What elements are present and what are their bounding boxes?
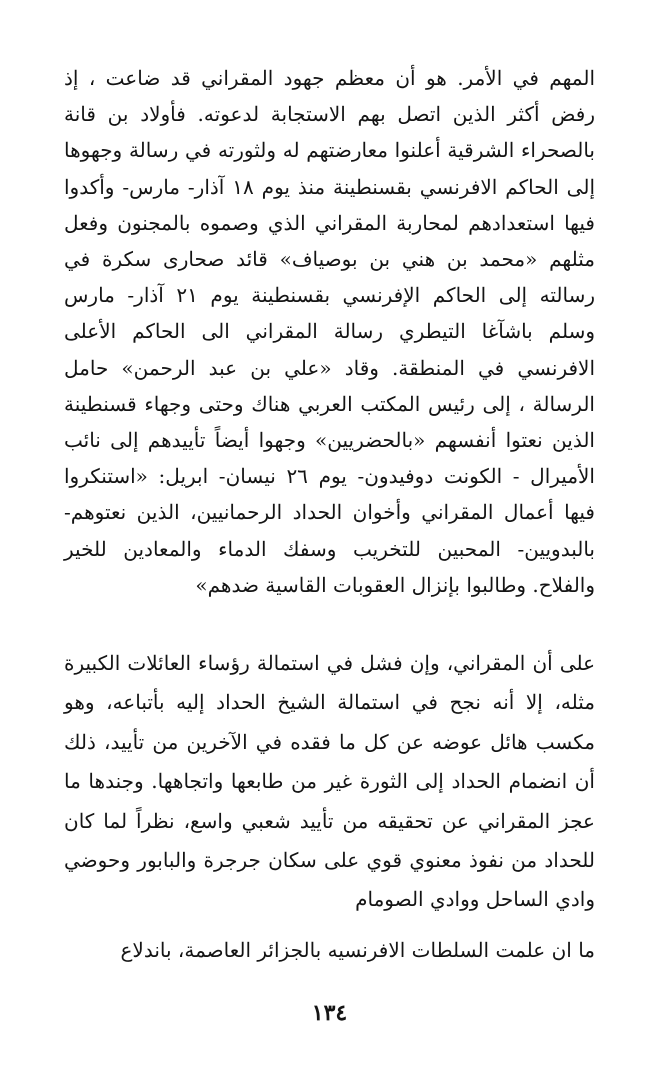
page-number: ١٣٤ bbox=[311, 1000, 348, 1026]
paragraph-2: على أن المقراني، وإن فشل في استمالة رؤساء العائلات الكبيرة مثله، إلا أنه نجح في استمالة الشيخ الحداد إليه بأتباعه، وهو مكسب هائل عوضه عن كل ما فقده في الآخرين من تأييد، ذلك أن انضمام الحداد إلى الثورة غير من طابعها واتجاهها. وجندها ما عجز المقراني عن تحقيقه من تأييد شعبي واسع، نظراً لما كان للحداد من نفوذ معنوي قوي على سكان جرجرة والبابور وحوضي وادي الساحل ووادي الصومام bbox=[64, 651, 595, 912]
paragraph-3: ما ان علمت السلطات الافرنسيه بالجزائر العاصمة، باندلاع bbox=[120, 938, 595, 962]
paragraph-1: المهم في الأمر. هو أن معظم جهود المقراني قد ضاعت ، إذ رفض أكثر الذين اتصل بهم الاستجابة لدعوته. فأولاد بن قانة بالصحراء الشرقية أعلنوا معارضتهم له ولثورته في رسالة وجهوها إلى الحاكم الافرنسي بقسنطينة منذ يوم ١٨ آذار- مارس- وأكدوا فيها استعدادهم لمحاربة المقراني الذي وصموه بالمجنون وفعل مثلهم «محمد بن هني بن بوصياف» قائد صحارى سكرة في رسالته إلى الحاكم الإفرنسي بقسنطينة يوم ٢١ آذار- مارس وسلم باشآغا التيطري رسالة المقراني الى الحاكم الأعلى الافرنسي في المنطقة. وقاد «علي بن عبد الرحمن» حامل الرسالة ، إلى رئيس المكتب العربي هناك وحتى وجهاء قسنطينة الذين نعتوا أنفسهم «بالحضريين» وجهوا أيضاً تأييدهم إلى نائب الأميرال - الكونت دوفيدون- يوم ٢٦ نيسان- ابريل: «استنكروا فيها أعمال المقراني وأخوان الحداد الرحمانيين، الذين نعتوهم- بالبدويين- المحبين للتخريب وسفك الدماء والمعادين للخير والفلاح. وطالبوا بإنزال العقوبات القاسية ضدهم» bbox=[64, 66, 596, 597]
